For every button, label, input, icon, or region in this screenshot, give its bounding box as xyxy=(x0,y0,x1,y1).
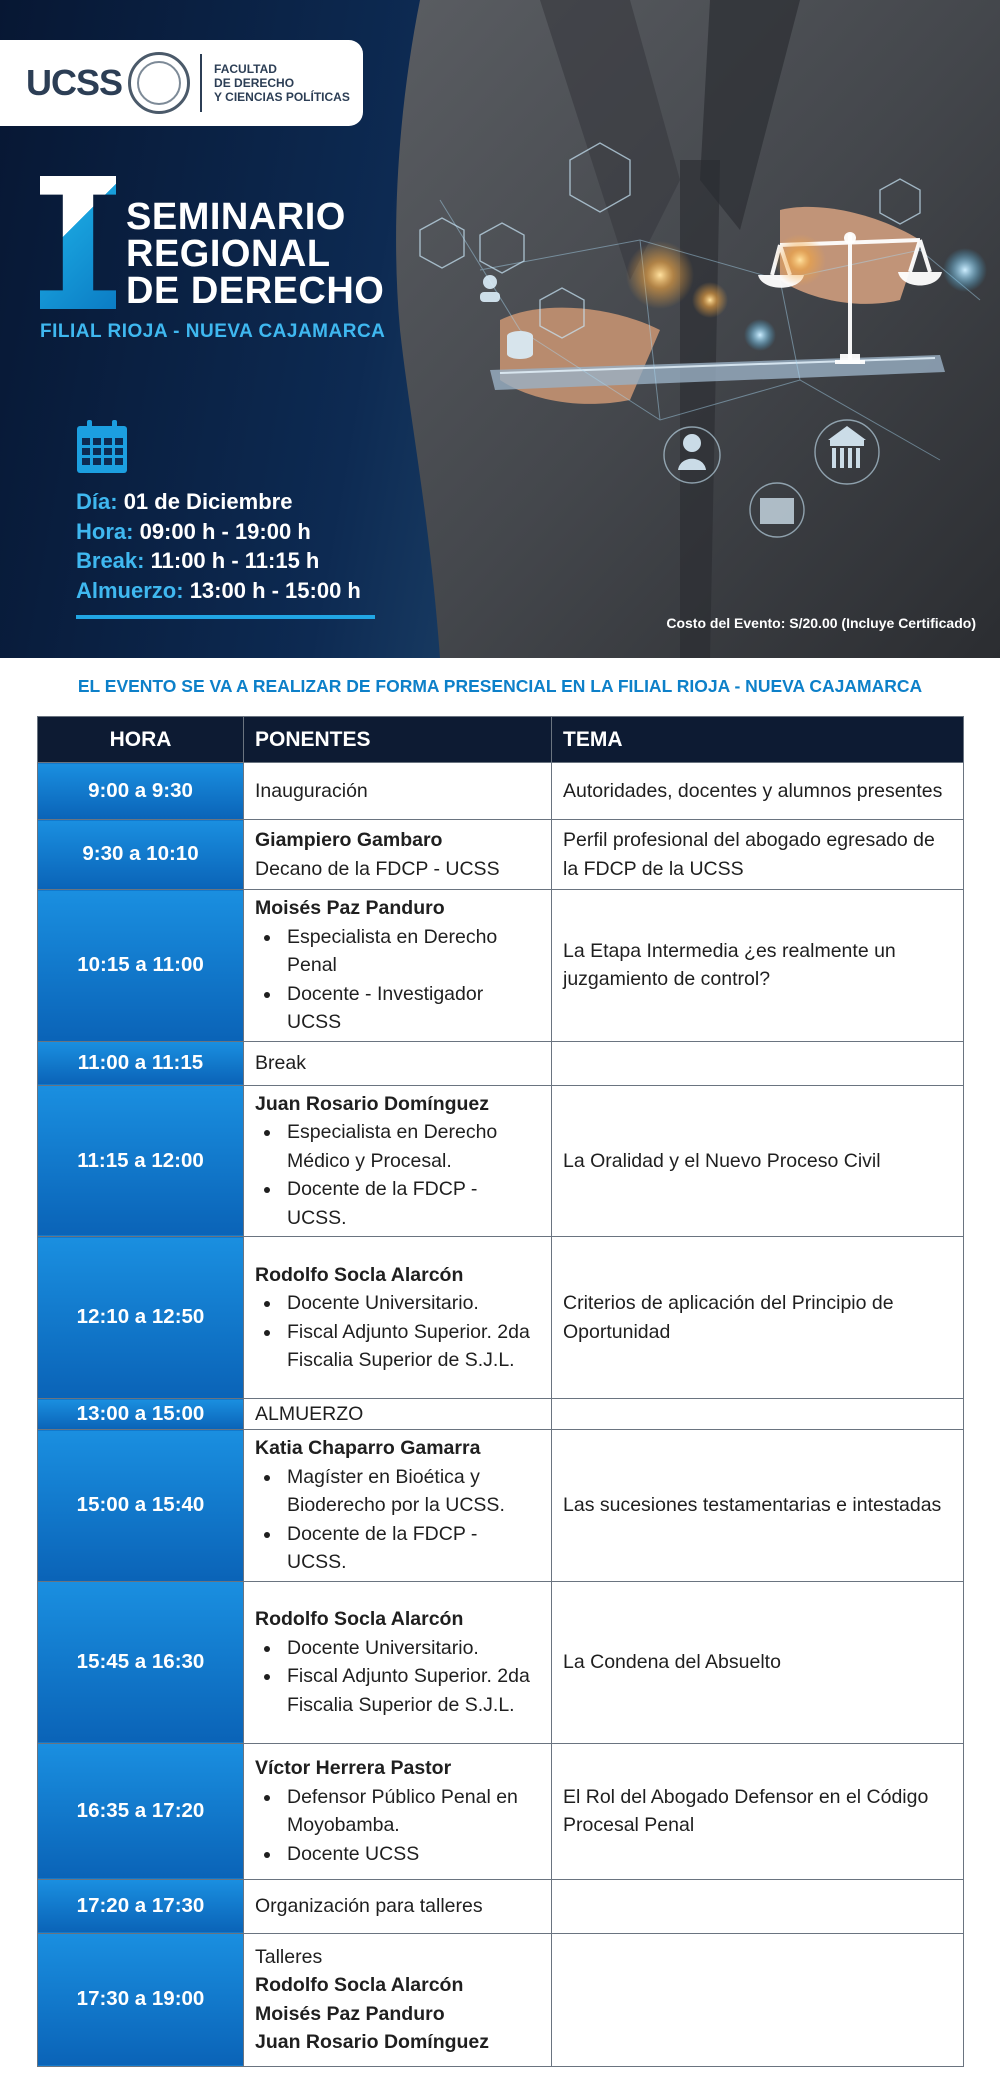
hora-cell: 16:35 a 17:20 xyxy=(38,1743,244,1879)
table-row xyxy=(38,1879,964,1933)
ponente-name: Rodolfo Socla Alarcón xyxy=(255,1263,464,1286)
table-row xyxy=(38,1933,964,2066)
ponente-cell: Inauguración xyxy=(244,763,552,820)
tema-cell: Las sucesiones testamentarias e intestadas xyxy=(552,1430,964,1582)
tema-cell xyxy=(552,1399,964,1430)
tema-cell: La Condena del Absuelto xyxy=(552,1581,964,1743)
tema-cell: El Rol del Abogado Defensor en el Código Procesal Penal xyxy=(552,1743,964,1879)
hora-cell: 10:15 a 11:00 xyxy=(38,890,244,1042)
tema-cell xyxy=(552,1933,964,2066)
info-lunch xyxy=(76,576,361,606)
table-row xyxy=(38,1237,964,1399)
hero-photo-illustration xyxy=(380,0,1000,658)
table-row xyxy=(38,1085,964,1237)
bullet-item: Fiscal Adjunto Superior. 2da Fiscalia Superior de S.J.L. xyxy=(255,1662,540,1719)
ponente-cell xyxy=(244,820,552,890)
ponente-text: Talleres xyxy=(255,1945,323,1968)
info-label: Break: xyxy=(76,548,145,573)
tema-cell xyxy=(552,1879,964,1933)
bullet-item: Especialista en Derecho Médico y Procesal. xyxy=(255,1118,540,1175)
hero-banner xyxy=(0,0,1000,658)
bullet-item: Docente - Investigador UCSS xyxy=(255,980,540,1037)
roman-numeral xyxy=(40,176,116,309)
ponente-name: Moisés Paz Panduro xyxy=(255,897,445,919)
bullet-item: Docente de la FDCP - UCSS. xyxy=(255,1520,540,1577)
bullet-item: Defensor Público Penal en Moyobamba. xyxy=(255,1783,540,1840)
header-hora: HORA xyxy=(38,717,244,763)
hora-cell: 13:00 a 15:00 xyxy=(38,1399,244,1430)
announcement: EL EVENTO SE VA A REALIZAR DE FORMA PRESENCIAL EN LA FILIAL RIOJA - NUEVA CAJAMARCA xyxy=(77,676,923,696)
ponente-bullets xyxy=(255,1463,540,1577)
info-value: 11:00 h - 11:15 h xyxy=(150,548,320,573)
ponente-cell: ALMUERZO xyxy=(244,1399,552,1430)
info-value: 01 de Diciembre xyxy=(123,489,293,514)
ponente-name: Juan Rosario Domínguez xyxy=(255,2031,490,2053)
faculty-line: DE DERECHO xyxy=(214,76,295,90)
table-header-row xyxy=(38,717,964,763)
info-value: 13:00 h - 15:00 h xyxy=(189,577,361,603)
table-row xyxy=(38,890,964,1042)
bullet-item: Magíster en Bioética y Bioderecho por la UCSS. xyxy=(255,1463,540,1520)
hora-cell: 9:30 a 10:10 xyxy=(38,820,244,890)
hora-cell: 11:15 a 12:00 xyxy=(38,1085,244,1237)
hora-cell: 15:00 a 15:40 xyxy=(38,1430,244,1582)
header-tema: TEMA xyxy=(552,717,964,763)
ponente-cell xyxy=(244,1430,552,1582)
table-row xyxy=(38,1430,964,1582)
ponente-bullets xyxy=(255,1289,540,1375)
ponente-name: Rodolfo Socla Alarcón xyxy=(255,1974,464,1996)
bullet-item: Docente de la FDCP - UCSS. xyxy=(255,1175,540,1232)
ponente-cell: Organización para talleres xyxy=(244,1879,552,1933)
faculty-line: FACULTAD xyxy=(214,62,277,76)
ponente-name: Rodolfo Socla Alarcón xyxy=(255,1608,464,1630)
ponente-role: Decano de la FDCP - UCSS xyxy=(255,857,500,880)
seminar-title xyxy=(126,196,385,312)
tema-cell: Autoridades, docentes y alumnos presentes xyxy=(552,763,964,820)
ponente-bullets xyxy=(255,1634,540,1720)
table-row xyxy=(38,763,964,820)
info-value: 09:00 h - 19:00 h xyxy=(139,518,311,544)
event-info xyxy=(76,487,361,605)
ponente-name: Giampiero Gambaro xyxy=(255,829,443,851)
ponente-cell xyxy=(244,1237,552,1399)
ponente-name: Katia Chaparro Gamarra xyxy=(255,1437,481,1459)
faculty-name xyxy=(214,62,354,104)
ponente-cell xyxy=(244,890,552,1042)
ponente-cell xyxy=(244,1085,552,1237)
table-row xyxy=(38,1041,964,1085)
ponente-bullets xyxy=(255,1783,540,1869)
info-day xyxy=(76,487,361,517)
university-seal-icon xyxy=(128,52,190,114)
title-line: DE DERECHO xyxy=(126,270,385,312)
table-row xyxy=(38,1399,964,1430)
info-label: Hora: xyxy=(76,518,134,544)
ponente-cell: Break xyxy=(244,1041,552,1085)
event-cost: Costo del Evento: S/20.00 (Incluye Certificado) xyxy=(666,615,976,631)
logo-text: UCSS xyxy=(26,62,123,103)
bullet-item: Especialista en Derecho Penal xyxy=(255,923,540,980)
ponente-cell xyxy=(244,1743,552,1879)
ucss-logo xyxy=(0,40,363,126)
title-line: SEMINARIO xyxy=(126,196,346,238)
hora-cell: 9:00 a 9:30 xyxy=(38,763,244,820)
bullet-item: Fiscal Adjunto Superior. 2da Fiscalia Superior de S.J.L. xyxy=(255,1318,540,1375)
hora-cell: 12:10 a 12:50 xyxy=(38,1237,244,1399)
faculty-line: Y CIENCIAS POLÍTICAS xyxy=(214,90,350,104)
title-line: REGIONAL xyxy=(126,233,331,275)
ponente-bullets xyxy=(255,1118,540,1232)
filial-subtitle: FILIAL RIOJA - NUEVA CAJAMARCA xyxy=(40,321,386,342)
ponente-name: Juan Rosario Domínguez xyxy=(255,1092,490,1115)
hora-cell: 17:30 a 19:00 xyxy=(38,1933,244,2066)
tema-cell: Perfil profesional del abogado egresado de la FDCP de la UCSS xyxy=(552,820,964,890)
bullet-item: Docente UCSS xyxy=(255,1840,540,1869)
tema-cell: La Etapa Intermedia ¿es realmente un juzgamiento de control? xyxy=(552,890,964,1042)
ponente-name: Moisés Paz Panduro xyxy=(255,2002,445,2025)
bullet-item: Docente Universitario. xyxy=(255,1634,540,1663)
agenda-table xyxy=(37,716,964,2067)
tema-cell: Criterios de aplicación del Principio de Oportunidad xyxy=(552,1237,964,1399)
ponente-name: Víctor Herrera Pastor xyxy=(255,1757,452,1779)
table-row xyxy=(38,1581,964,1743)
ponente-cell xyxy=(244,1933,552,2066)
tema-cell xyxy=(552,1041,964,1085)
info-break xyxy=(76,546,361,576)
tema-cell: La Oralidad y el Nuevo Proceso Civil xyxy=(552,1085,964,1237)
info-underline xyxy=(76,615,375,619)
bullet-item: Docente Universitario. xyxy=(255,1289,540,1318)
info-hour xyxy=(76,517,361,547)
table-row xyxy=(38,820,964,890)
header-ponentes: PONENTES xyxy=(244,717,552,763)
info-label: Almuerzo: xyxy=(76,577,184,603)
hora-cell: 11:00 a 11:15 xyxy=(38,1041,244,1085)
logo-divider xyxy=(200,54,202,112)
hora-cell: 17:20 a 17:30 xyxy=(38,1879,244,1933)
table-row xyxy=(38,1743,964,1879)
calendar-icon xyxy=(76,420,128,474)
ponente-bullets xyxy=(255,923,540,1037)
info-label: Día: xyxy=(76,489,118,514)
hora-cell: 15:45 a 16:30 xyxy=(38,1581,244,1743)
ponente-cell xyxy=(244,1581,552,1743)
